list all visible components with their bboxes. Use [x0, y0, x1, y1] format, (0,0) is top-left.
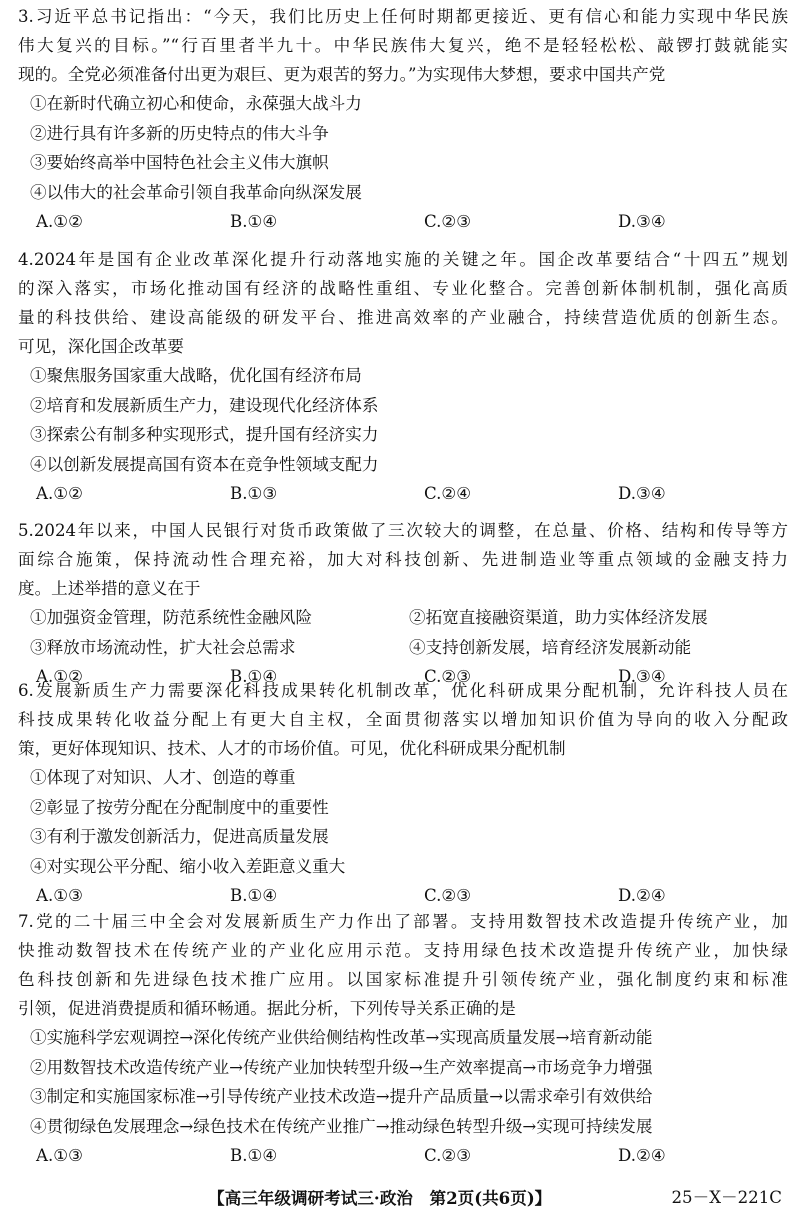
question-4-option: ④以创新发展提高国有资本在竞争性领域支配力: [30, 454, 379, 474]
page-footer: [0, 1183, 800, 1213]
question-4-stem-line: 4.2024年是国有企业改革深化提升行动落地实施的关键之年。国企改革要结合“十四五”规划: [18, 250, 788, 269]
choice-b: B.①④: [230, 212, 278, 231]
choice-c: C.②③: [424, 212, 472, 231]
question-7-option: ①实施科学宏观调控→深化传统产业供给侧结构性改革→实现高质量发展→培育新动能: [30, 1028, 653, 1047]
question-3-stem-line: 现的。全党必须准备付出更为艰巨、更为艰苦的努力。”为实现伟大梦想，要求中国共产党: [18, 65, 666, 84]
choice-a: A.①②: [36, 484, 84, 503]
question-7-stem-line: 色科技创新和先进绿色技术推广应用。以国家标准提升引领传统产业，强化制度约束和标准: [18, 970, 788, 989]
question-7-option: ③制定和实施国家标准→引导传统产业技术改造→提升产品质量→以需求牵引有效供给: [30, 1087, 653, 1106]
choice-d: D.②④: [618, 886, 666, 905]
question-6-option: ③有利于激发创新活力，促进高质量发展: [30, 827, 329, 846]
question-6-stem-line: 策，更好体现知识、技术、人才的市场价值。可见，优化科研成果分配机制: [18, 739, 566, 758]
question-6-option: ④对实现公平分配、缩小收入差距意义重大: [30, 856, 346, 876]
question-7-stem-line: 快推动数智技术在传统产业的产业化应用示范。支持用绿色技术改造提升传统产业，加快绿: [18, 941, 788, 960]
question-4-stem-line: 可见，深化国企改革要: [18, 337, 184, 356]
question-6-stem-line: 6.发展新质生产力需要深化科技成果转化机制改革，优化科研成果分配机制，允许科技人员在: [18, 681, 788, 700]
question-5: [18, 516, 788, 691]
question-7-stem-line: 7.党的二十届三中全会对发展新质生产力作出了部署。支持用数智技术改造提升传统产业，加: [18, 912, 788, 931]
question-3-option: ③要始终高举中国特色社会主义伟大旗帜: [30, 153, 329, 172]
choice-d: D.③④: [618, 484, 666, 503]
question-6-stem-line: 科技成果转化收益分配上有更大自主权，全面贯彻落实以增加知识价值为导向的收入分配政: [18, 710, 788, 729]
question-5-option: ④支持创新发展，培育经济发展新动能: [409, 637, 692, 657]
question-5-stem-line: 度。上述举措的意义在于: [18, 579, 201, 598]
question-5-option: ②拓宽直接融资渠道，助力实体经济发展: [409, 608, 708, 627]
question-3: [18, 2, 788, 236]
choice-a: A.①③: [36, 1146, 84, 1165]
choice-b: B.①③: [230, 484, 278, 503]
question-6-option: ①体现了对知识、人才、创造的尊重: [30, 768, 296, 787]
question-4: [18, 245, 788, 508]
question-7-option: ②用数智技术改造传统产业→传统产业加快转型升级→生产效率提高→市场竞争力增强: [30, 1057, 653, 1077]
question-3-option: ①在新时代确立初心和使命，永葆强大战斗力: [30, 94, 362, 113]
question-3-stem-line: 3.习近平总书记指出：“今天，我们比历史上任何时期都更接近、更有信心和能力实现中华民族: [18, 7, 788, 26]
question-5-option-row: [18, 603, 788, 633]
question-3-choices: [18, 207, 788, 236]
choice-d: D.③④: [618, 212, 666, 231]
question-7-choices: [18, 1141, 788, 1170]
question-4-choices: [18, 479, 788, 508]
choice-c: C.②③: [424, 1146, 472, 1165]
choice-b: B.①④: [230, 886, 278, 905]
question-4-option: ①聚焦服务国家重大战略，优化国有经济布局: [30, 366, 362, 385]
choice-b: B.①④: [230, 1146, 278, 1165]
question-6: [18, 676, 788, 910]
footer-exam-title: 【高三年级调研考试三·政治 第2页(共6页)】: [208, 1188, 552, 1208]
question-7: [18, 907, 788, 1170]
question-4-stem-line: 的深入落实，市场化推动国有经济的战略性重组、专业化整合。完善创新体制机制，强化高质: [18, 279, 788, 298]
question-4-stem-line: 量的科技供给、建设高能级的研发平台、推进高效率的产业融合，持续营造优质的创新生态。: [18, 308, 788, 327]
choice-c: C.②③: [424, 886, 472, 905]
question-4-option: ②培育和发展新质生产力，建设现代化经济体系: [30, 395, 379, 415]
choice-c: C.②④: [424, 484, 472, 503]
question-4-option: ③探索公有制多种实现形式，提升国有经济实力: [30, 425, 379, 444]
question-6-option: ②彰显了按劳分配在分配制度中的重要性: [30, 797, 329, 817]
footer-paper-code: 25－X－221C: [671, 1188, 782, 1207]
choice-d: D.③④: [618, 667, 666, 686]
question-5-option: ③释放市场流动性，扩大社会总需求: [30, 637, 296, 657]
choice-b: B.①④: [230, 667, 278, 686]
question-7-stem-line: 引领，促进消费提质和循环畅通。据此分析，下列传导关系正确的是: [18, 999, 516, 1018]
choice-a: A.①②: [36, 667, 84, 686]
choice-d: D.②④: [618, 1146, 666, 1165]
choice-a: A.①②: [36, 212, 84, 231]
choice-c: C.②③: [424, 667, 472, 686]
question-5-option-row: [18, 633, 788, 663]
question-6-choices: [18, 881, 788, 910]
question-5-stem-line: 5.2024年以来，中国人民银行对货币政策做了三次较大的调整，在总量、价格、结构和传导等方: [18, 521, 788, 540]
question-5-option: ①加强资金管理，防范系统性金融风险: [30, 608, 313, 627]
choice-a: A.①③: [36, 886, 84, 905]
question-3-option: ④以伟大的社会革命引领自我革命向纵深发展: [30, 182, 362, 202]
question-5-stem-line: 面综合施策，保持流动性合理充裕，加大对科技创新、先进制造业等重点领域的金融支持力: [18, 550, 788, 569]
question-3-option: ②进行具有许多新的历史特点的伟大斗争: [30, 123, 329, 143]
question-3-stem-line: 伟大复兴的目标。”“行百里者半九十。中华民族伟大复兴，绝不是轻轻松松、敲锣打鼓就能实: [18, 36, 788, 55]
question-7-option: ④贯彻绿色发展理念→绿色技术在传统产业推广→推动绿色转型升级→实现可持续发展: [30, 1116, 653, 1136]
